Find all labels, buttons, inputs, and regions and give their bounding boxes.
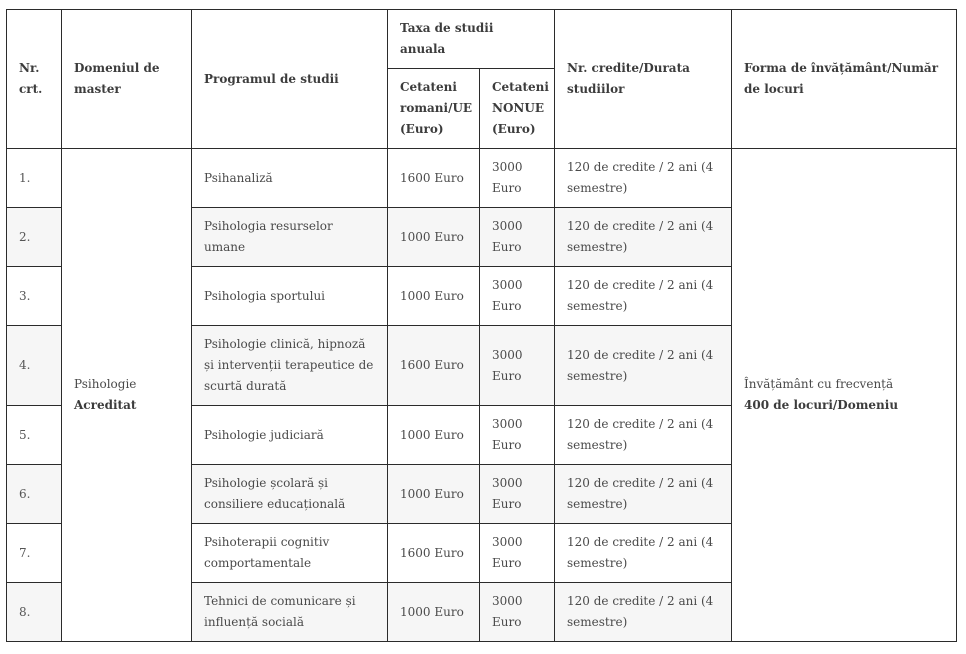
fee-eu: 1600 Euro bbox=[388, 524, 480, 583]
header-fee-non-eu: Cetateni NONUE (Euro) bbox=[480, 69, 555, 149]
credits-duration: 120 de credite / 2 ani (4 semestre) bbox=[555, 149, 732, 208]
program-name: Psihologia resurselor umane bbox=[192, 208, 388, 267]
header-fee: Taxa de studii anuala bbox=[388, 10, 555, 69]
row-number: 5. bbox=[7, 406, 62, 465]
fee-eu: 1600 Euro bbox=[388, 326, 480, 406]
row-number: 2. bbox=[7, 208, 62, 267]
credits-duration: 120 de credite / 2 ani (4 semestre) bbox=[555, 524, 732, 583]
form-cell bbox=[732, 149, 957, 642]
credits-duration: 120 de credite / 2 ani (4 semestre) bbox=[555, 267, 732, 326]
table-row bbox=[7, 149, 957, 208]
fee-non-eu: 3000 Euro bbox=[480, 465, 555, 524]
row-number: 7. bbox=[7, 524, 62, 583]
header-form: Forma de învățământ/Număr de locuri bbox=[732, 10, 957, 149]
row-number: 6. bbox=[7, 465, 62, 524]
program-name: Psihologie clinică, hipnoză și intervenții terapeutice de scurtă durată bbox=[192, 326, 388, 406]
fee-non-eu: 3000 Euro bbox=[480, 149, 555, 208]
row-number: 3. bbox=[7, 267, 62, 326]
credits-duration: 120 de credite / 2 ani (4 semestre) bbox=[555, 208, 732, 267]
program-name: Psihanaliză bbox=[192, 149, 388, 208]
fee-non-eu: 3000 Euro bbox=[480, 326, 555, 406]
credits-duration: 120 de credite / 2 ani (4 semestre) bbox=[555, 406, 732, 465]
domain-name: Psihologie bbox=[74, 377, 137, 391]
domain-cell bbox=[62, 149, 192, 642]
fee-non-eu: 3000 Euro bbox=[480, 267, 555, 326]
fee-non-eu: 3000 Euro bbox=[480, 524, 555, 583]
program-name: Psihoterapii cognitiv comportamentale bbox=[192, 524, 388, 583]
fee-eu: 1000 Euro bbox=[388, 406, 480, 465]
credits-duration: 120 de credite / 2 ani (4 semestre) bbox=[555, 465, 732, 524]
row-number: 8. bbox=[7, 583, 62, 642]
domain-status: Acreditat bbox=[74, 398, 137, 412]
header-nr: Nr. crt. bbox=[7, 10, 62, 149]
program-name: Psihologie școlară și consiliere educațională bbox=[192, 465, 388, 524]
form-type: Învățământ cu frecvență bbox=[744, 377, 894, 391]
fee-eu: 1000 Euro bbox=[388, 465, 480, 524]
fee-eu: 1000 Euro bbox=[388, 208, 480, 267]
form-places: 400 de locuri/Domeniu bbox=[744, 398, 899, 412]
fee-eu: 1600 Euro bbox=[388, 149, 480, 208]
fee-non-eu: 3000 Euro bbox=[480, 208, 555, 267]
credits-duration: 120 de credite / 2 ani (4 semestre) bbox=[555, 583, 732, 642]
program-name: Psihologie judiciară bbox=[192, 406, 388, 465]
program-name: Tehnici de comunicare și influență socială bbox=[192, 583, 388, 642]
fee-non-eu: 3000 Euro bbox=[480, 406, 555, 465]
row-number: 4. bbox=[7, 326, 62, 406]
header-fee-eu: Cetateni romani/UE (Euro) bbox=[388, 69, 480, 149]
credits-duration: 120 de credite / 2 ani (4 semestre) bbox=[555, 326, 732, 406]
header-program: Programul de studii bbox=[192, 10, 388, 149]
program-name: Psihologia sportului bbox=[192, 267, 388, 326]
master-programs-table bbox=[6, 9, 957, 642]
fee-non-eu: 3000 Euro bbox=[480, 583, 555, 642]
row-number: 1. bbox=[7, 149, 62, 208]
fee-eu: 1000 Euro bbox=[388, 583, 480, 642]
header-credits: Nr. credite/Durata studiilor bbox=[555, 10, 732, 149]
header-domain: Domeniul de master bbox=[62, 10, 192, 149]
fee-eu: 1000 Euro bbox=[388, 267, 480, 326]
